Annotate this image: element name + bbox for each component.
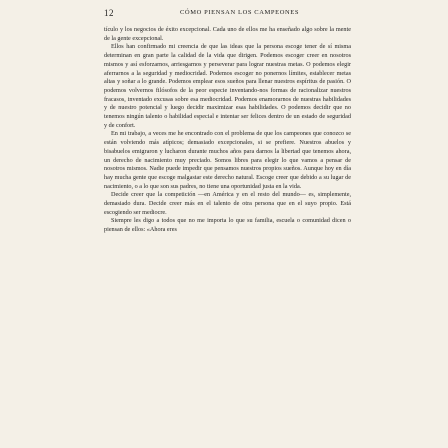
paragraph: Siempre les digo a todos que no me importa lo que su familia, escuela o comunidad dicen o piensan de ellos: «Ahora eres	[104, 217, 351, 234]
body-text	[104, 26, 351, 444]
paragraph: Ellos han confirmado mi creencia de que las ideas que la persona escoge tener de sí misma determinan en gran parte la calidad de la vida que dirigen. Podemos escoger creer en nosotros mismos y así esforzarnos, arriesgarnos y perseverar para lograr nuestras metas. O podemos elegir aferrarnos a la seguridad y mediocridad. Podemos escoger no ponernos límites, establecer metas altas y soñar a lo grande. Podemos emplear esos sueños para llenar nuestros espíritus de pasión. O podemos volvernos filósofos de la peor especie inventando-nos formas de racionalizar nuestros fracasos, inventado excusas sobre esa mediocridad. Podemos enamorarnos de nuestras habilidades y de nuestro potencial y luego decidir maximizar esas habilidades. O podemos decidir que no tenemos ningún talento o habilidad especial e intentar ser felices dentro de un estado de seguridad y de confort.	[104, 43, 351, 129]
paragraph: Decide creer que la competición —en América y en el resto del mundo— es, simplemente, demasiado dura. Decide creer más en el talento de otra persona que en el suyo propio. Está escogiendo ser mediocre.	[104, 191, 351, 216]
paragraph: tículo y los negocios de éxito excepcional. Cada uno de ellos me ha enseñado algo sobre la mente de la gente excepcional.	[104, 26, 351, 42]
page-number: 12	[104, 8, 114, 18]
running-title: CÓMO PIENSAN LOS CAMPEONES	[180, 9, 300, 16]
paragraph: En mi trabajo, a veces me he encontrado con el problema de que los campeones que conozco se están volviendo más atípicos; demasiado excepcionales, si se prefiere. Nuestros abuelos y bisabuelos emigraron y lucharon durante muchos años para darnos la libertad que tenemos ahora, un derecho de nacimiento muy preciado. Somos libres para elegir lo que vamos a pensar de nosotros mismos. Nadie puede impedir que pensamos nuestros propios sueños. Aunque hoy en día hay mucha gente que escoge malgastar este derecho natural. Escoge creer que debido a su lugar de nacimiento, o a lo que son sus padres, no tiene una oportunidad justa en la vida.	[104, 130, 351, 190]
page-header	[104, 8, 364, 22]
